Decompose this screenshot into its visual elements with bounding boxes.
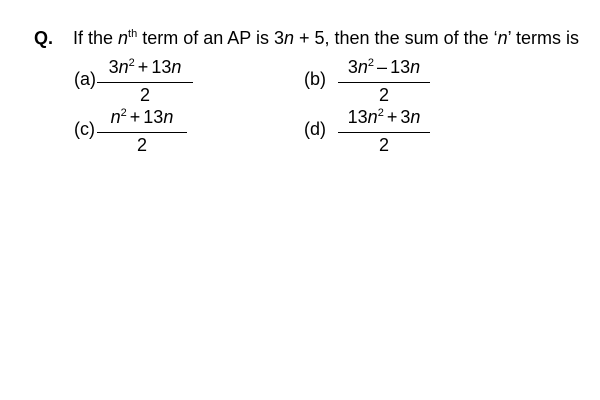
option-b-denominator: 2 (378, 85, 389, 105)
option-d-denominator: 2 (378, 135, 389, 155)
option-b-label[interactable]: (b) (304, 69, 326, 89)
variable-n: n (283, 28, 294, 48)
question-text (73, 28, 579, 49)
question-text-part: ’ terms is (507, 28, 579, 48)
option-a-denominator: 2 (139, 85, 150, 105)
variable-n: n (497, 28, 508, 48)
option-d-numerator: $13n^2 + 3n$ (338, 106, 430, 133)
option-c-fraction[interactable] (97, 106, 187, 156)
question-text-part: term of an AP is 3 (137, 28, 284, 48)
question-text-part: If the (73, 28, 119, 48)
ordinal-suffix: th (128, 28, 138, 40)
option-a-label[interactable]: (a) (74, 69, 96, 89)
variable-n: n (118, 28, 129, 48)
option-d-label[interactable]: (d) (304, 119, 326, 139)
option-c-label[interactable]: (c) (74, 119, 95, 139)
option-c-numerator: $n^2 + 13n$ (97, 106, 187, 133)
question-marker: Q. (34, 28, 54, 48)
option-c-denominator: 2 (136, 135, 147, 155)
option-b-numerator: $3n^2 - 13n$ (338, 56, 430, 83)
option-b-fraction[interactable] (338, 56, 430, 106)
option-d-fraction[interactable] (338, 106, 430, 156)
question-text-part: + 5, then the sum of the ‘ (294, 28, 498, 48)
option-a-fraction[interactable] (97, 56, 193, 106)
option-a-numerator: $3n^2 + 13n$ (97, 56, 193, 83)
